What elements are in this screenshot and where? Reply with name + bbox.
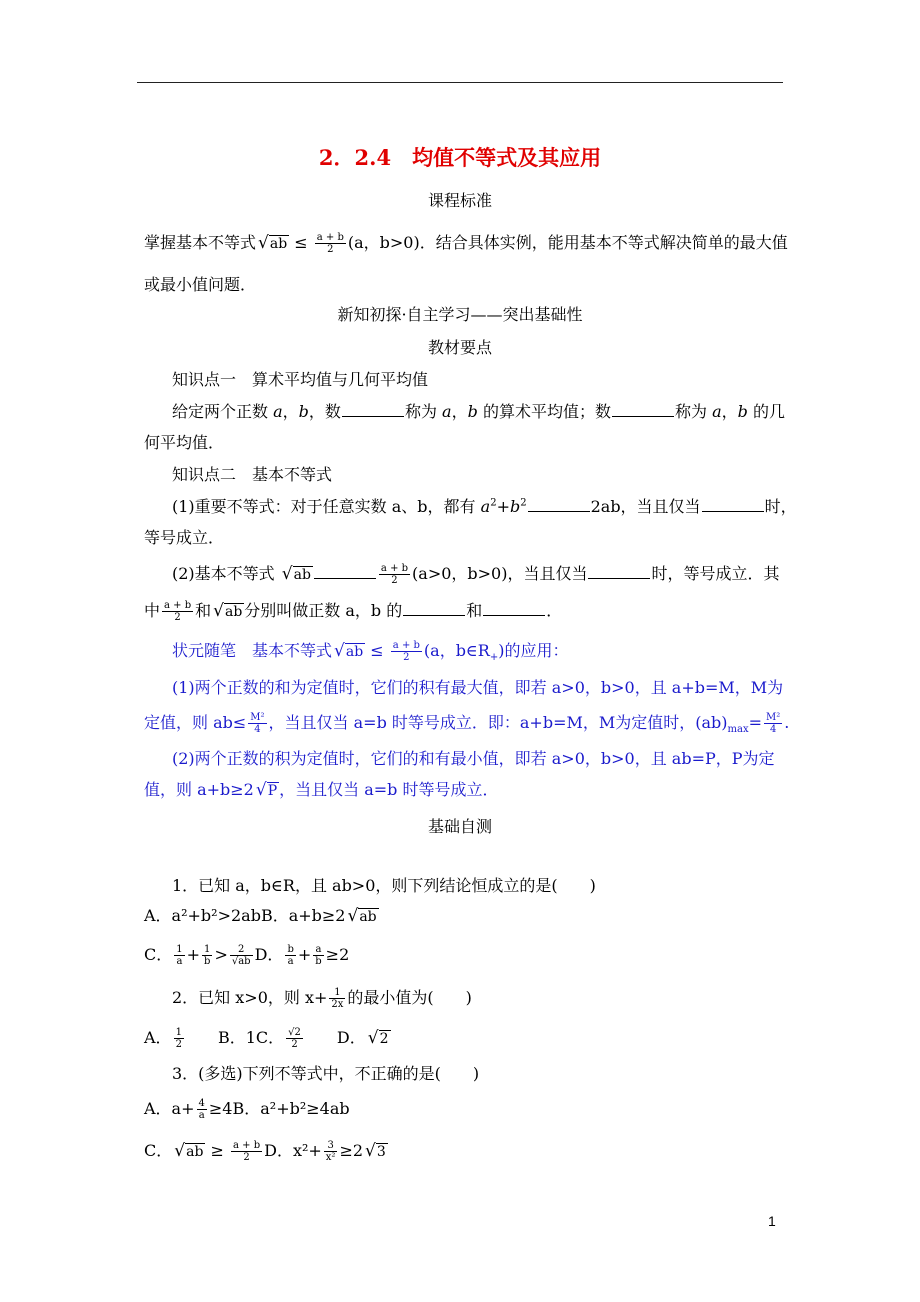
q1-stem: 1．已知 a，b∈R，且 ab>0，则下列结论恒成立的是( ) <box>172 876 596 895</box>
fraction-1-over-a: $\frac{1}{a}$ <box>176 944 183 967</box>
fraction-a-plus-b-over-2: $\frac{a + b}{2}$ <box>233 1140 261 1163</box>
kp2-item-1: (1)重要不等式：对于任意实数 a、b，都有 $a^2+b^2$ 2ab，当且仅当 时， <box>172 497 797 516</box>
sqrt-ab: √ab <box>281 564 311 584</box>
header-rule <box>137 82 783 83</box>
q3-options-ab: A．a+ $\frac{4}{a}$ ≥4B．a²+b²≥4ab <box>144 1098 350 1121</box>
kp1-line-2: 何平均值． <box>144 433 225 452</box>
fraction-1-over-b: $\frac{1}{b}$ <box>204 944 211 967</box>
self-test-heading: 基础自测 <box>427 817 492 836</box>
kp2-heading: 知识点二 基本不等式 <box>172 465 333 484</box>
note-p1-cont: 定值，则 ab≤ $\frac{\text{M²}}{4}$ ，当且仅当 a=b 时等号成立．即：a+b=M，M为定值时，$(ab)_{max}=$ $\frac{\text{M²}}{4}$ . <box>144 712 790 736</box>
page-number: 1 <box>768 1213 776 1229</box>
fraction-a-plus-b-over-2: $\frac{a + b}{2}$ <box>164 600 192 623</box>
kp2-item-2: (2)基本不等式 √ab $\frac{a + b}{2}$ (a>0，b>0)，当且仅当 时，等号成立．其 <box>172 563 780 586</box>
kp1-heading: 知识点一 算术平均值与几何平均值 <box>172 370 429 389</box>
page-title: 2．2.4 均值不等式及其应用 <box>318 145 602 170</box>
note-p2-cont: 值，则 a+b≥2 √P ，当且仅当 a=b 时等号成立． <box>144 780 499 800</box>
fraction-sqrt2-over-2: $\frac{√2}{2}$ <box>288 1027 301 1050</box>
fraction-a-plus-b-over-2: $\frac{a + b}{2}$ <box>380 563 409 586</box>
section-banner: 新知初探·自主学习——突出基础性 <box>337 305 583 324</box>
fraction-a-plus-b-over-2: $\frac{a + b}{2}$ <box>316 232 344 255</box>
q2-stem: 2．已知 x>0，则 x+ $\frac{1}{2x}$ 的最小值为( ) <box>172 987 472 1010</box>
fraction-a-over-b: $\frac{a}{b}$ <box>315 944 322 967</box>
blank[interactable] <box>588 564 650 579</box>
sqrt-P: √P <box>255 780 278 800</box>
blank[interactable] <box>342 402 404 417</box>
blank[interactable] <box>528 497 590 512</box>
textbook-heading: 教材要点 <box>427 338 492 357</box>
fraction-b-over-a: $\frac{b}{a}$ <box>287 944 294 967</box>
blank[interactable] <box>702 497 764 512</box>
fraction-1-over-2x: $\frac{1}{2x}$ <box>331 987 344 1010</box>
blank[interactable] <box>483 601 545 616</box>
kp1-line-1: 给定两个正数 a，b，数 称为 a，b 的算术平均值；数 称为 a，b 的几 <box>172 402 785 421</box>
kp2-item-2-cont: 中 $\frac{a + b}{2}$ 和 √ab 分别叫做正数 a，b 的 和 ． <box>144 600 563 623</box>
q3-options-cd: C． √ab ≥ $\frac{a + b}{2}$ D．x²+ $\frac{3}{\text{x²}}$ ≥2 √3 <box>144 1140 386 1163</box>
fraction-4-over-a: $\frac{4}{a}$ <box>198 1098 205 1121</box>
fraction-a-plus-b-over-2: $\frac{a + b}{2}$ <box>392 640 420 663</box>
course-standard-line-1 <box>144 232 788 255</box>
fraction-M2-over-4: $\frac{\text{M²}}{4}$ <box>766 712 781 735</box>
le-symbol: ≤ <box>294 233 308 252</box>
sqrt-ab: √ab <box>174 1141 204 1161</box>
sqrt-ab: √ab <box>347 906 377 926</box>
q1-options-ab: A．a²+b²>2abB．a+b≥2 √ab <box>144 906 377 926</box>
note-p2: (2)两个正数的积为定值时，它们的和有最小值，即若 a>0，b>0，且 ab=P，P为定 <box>172 749 775 768</box>
note-p1: (1)两个正数的和为定值时，它们的积有最大值，即若 a>0，b>0，且 a+b=M，M为 <box>172 678 784 697</box>
course-standard-line-2: 或最小值问题． <box>144 275 257 294</box>
blank[interactable] <box>612 402 674 417</box>
note-label: 状元随笔 <box>172 641 237 660</box>
kp2-item-1-cont: 等号成立． <box>144 528 225 547</box>
fraction-3-over-x2: $\frac{3}{\text{x²}}$ <box>325 1140 336 1163</box>
sqrt-3: √3 <box>365 1141 386 1161</box>
sqrt-ab: √ab <box>213 601 243 621</box>
q1-options-cd: C． $\frac{1}{a}$ + $\frac{1}{b}$ > $\frac{2}{√ab}$ D． $\frac{b}{a}$ + $\frac{a}{b}$ ≥2 <box>144 944 350 967</box>
q2-options: A． $\frac{1}{2}$ B．1C． $\frac{√2}{2}$ D． √2 <box>144 1027 389 1050</box>
sqrt-2: √2 <box>367 1028 389 1048</box>
text: 掌握基本不等式 <box>144 233 257 252</box>
sqrt-ab: √ab <box>334 641 364 661</box>
text: (a，b>0)．结合具体实例，能用基本不等式解决简单的最大值 <box>347 233 788 252</box>
blank[interactable] <box>403 601 465 616</box>
fraction-1-over-2: $\frac{1}{2}$ <box>175 1027 182 1050</box>
q3-stem: 3．(多选)下列不等式中，不正确的是( ) <box>172 1064 480 1083</box>
note-intro: 状元随笔 基本不等式 √ab ≤ $\frac{a + b}{2}$ (a，$b\in R_+$)的应用： <box>172 640 569 664</box>
blank[interactable] <box>314 564 376 579</box>
fraction-2-over-sqrt-ab: $\frac{2}{√ab}$ <box>231 944 251 967</box>
course-standard-heading: 课程标准 <box>427 191 492 210</box>
fraction-M2-over-4: $\frac{\text{M²}}{4}$ <box>250 712 265 735</box>
sqrt-ab: √ab <box>258 233 288 253</box>
